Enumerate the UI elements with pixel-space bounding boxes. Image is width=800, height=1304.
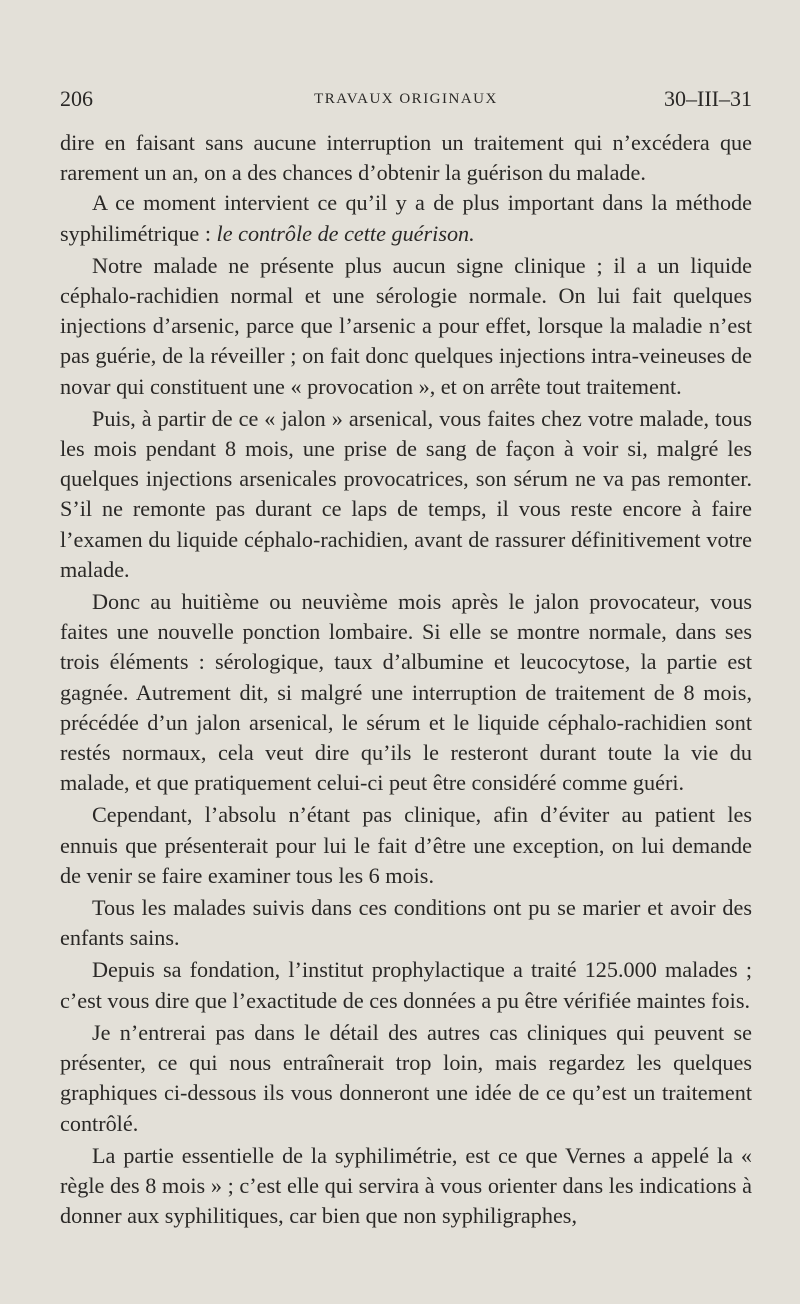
page-header bbox=[60, 84, 752, 114]
running-head: TRAVAUX ORIGINAUX bbox=[314, 91, 498, 107]
paragraph: Donc au huitième ou neuvième mois après le jalon provocateur, vous faites une nouvelle ponction lombaire. Si elle se montre normale, dans ses trois éléments : sérologique, taux d’albumine et leucocytose, la partie est gagnée. Autrement dit, si malgré une interruption de traitement de 8 mois, précédée d’un jalon arsenical, le sérum et le liquide céphalo-rachidien sont restés normaux, cela veut dire qu’ils le resteront durant toute la vie du malade, et que pratiquement celui-ci peut être considéré comme guéri. bbox=[60, 589, 752, 796]
body-text bbox=[60, 128, 752, 1231]
paragraph: Cependant, l’absolu n’étant pas clinique, afin d’éviter au patient les ennuis que présenterait pour lui le fait d’être une exception, on lui demande de venir se faire examiner tous les 6 mois. bbox=[60, 802, 752, 888]
page-number: 206 bbox=[60, 86, 93, 111]
header-date: 30–III–31 bbox=[664, 86, 752, 111]
paragraph: A ce moment intervient ce qu’il y a de plus important dans la méthode syphilimétrique : le contrôle de cette guérison. bbox=[60, 190, 752, 246]
italic-emphasis: le contrôle de cette guérison. bbox=[216, 220, 475, 246]
paragraph: Notre malade ne présente plus aucun signe clinique ; il a un liquide céphalo-rachidien normal et une sérologie normale. On lui fait quelques injections d’arsenic, parce que l’arsenic a pour effet, lorsque la maladie n’est pas guérie, de la réveiller ; on fait donc quelques injections intra-veineuses de novar qui constituent une « provocation », et on arrête tout traitement. bbox=[60, 252, 752, 399]
paragraph: Depuis sa fondation, l’institut prophylactique a traité 125.000 malades ; c’est vous dire que l’exactitude de ces données a pu être vérifiée maintes fois. bbox=[60, 957, 752, 1013]
paragraph: Puis, à partir de ce « jalon » arsenical, vous faites chez votre malade, tous les mois pendant 8 mois, une prise de sang de façon à voir si, malgré les quelques injections arsenicales provocatrices, son sérum ne va pas remonter. S’il ne remonte pas durant ce laps de temps, il vous reste encore à faire l’examen du liquide céphalo-rachidien, avant de rassurer définitivement votre malade. bbox=[60, 405, 752, 582]
paragraph: Je n’entrerai pas dans le détail des autres cas cliniques qui peuvent se présenter, ce qui nous entraînerait trop loin, mais regardez les quelques graphiques ci-dessous ils vous donneront une idée de ce qu’est un traitement contrôlé. bbox=[60, 1019, 752, 1136]
paragraph: Tous les malades suivis dans ces conditions ont pu se marier et avoir des enfants sains. bbox=[60, 895, 752, 951]
paragraph: dire en faisant sans aucune interruption un traitement qui n’excédera que rarement un an, on a des chances d’obtenir la guérison du malade. bbox=[60, 130, 752, 186]
paragraph: La partie essentielle de la syphilimétrie, est ce que Vernes a appelé la « règle des 8 mois » ; c’est elle qui servira à vous orienter dans les indications à donner aux syphilitiques, car bien que non syphiligraphes, bbox=[60, 1142, 752, 1229]
